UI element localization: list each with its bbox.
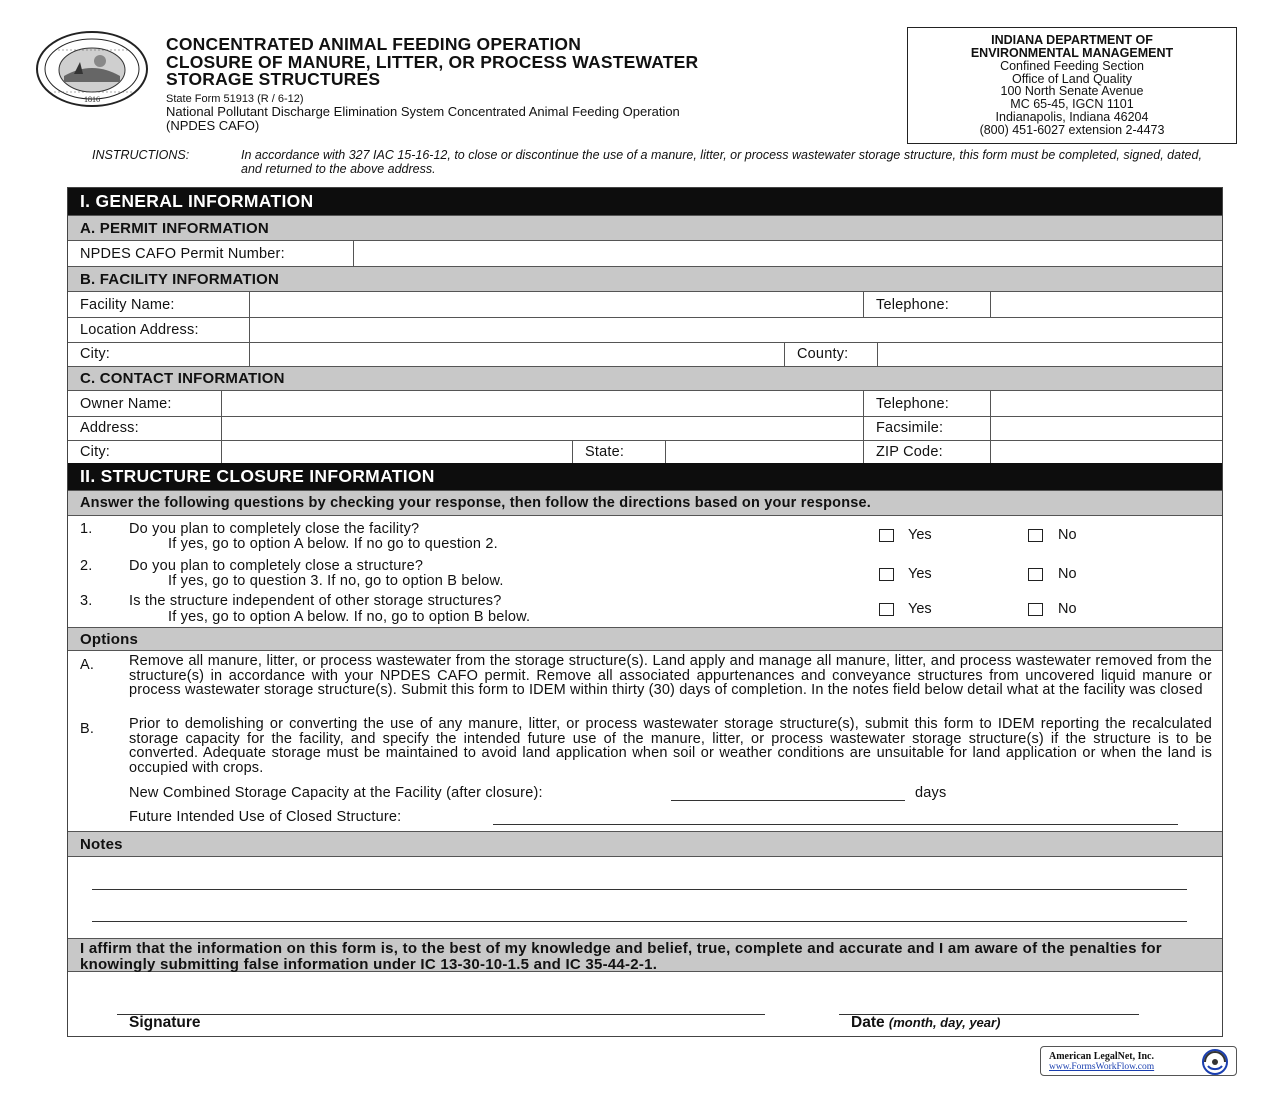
future-use-label: Future Intended Use of Closed Structure: [129,809,402,825]
formsworkflow-globe-icon [1198,1048,1232,1076]
notes-line-2[interactable] [92,921,1187,922]
option-a-letter: A. [80,657,95,673]
form-title-line-1: CONCENTRATED ANIMAL FEEDING OPERATION [166,34,582,54]
facility-name-row [68,292,1222,317]
section-2-header: II. STRUCTURE CLOSURE INFORMATION [68,463,1222,490]
question-1-no-checkbox[interactable] [1028,529,1043,542]
county-label: County: [797,346,849,362]
county-field[interactable] [878,342,1222,366]
facility-info-header: B. FACILITY INFORMATION [68,266,1222,292]
question-3-no-label: No [1058,601,1077,617]
question-3-number: 3. [80,593,93,609]
agency-address-box [907,27,1237,144]
contact-city-label: City: [80,443,110,460]
location-address-row [68,317,1222,342]
location-address-label: Location Address: [80,321,199,338]
agency-phone: (800) 451-6027 extension 2-4473 [979,122,1165,137]
date-label-group [851,1014,1000,1032]
future-use-field[interactable] [493,824,1178,825]
storage-capacity-field[interactable] [671,800,905,801]
agency-address-line: Office of Land Quality [1012,71,1132,86]
date-format-hint: (month, day, year) [888,1015,1001,1030]
notes-header: Notes [68,831,1222,857]
contact-telephone-label: Telephone: [876,395,949,412]
form-title-line-3: STORAGE STRUCTURES [166,69,381,89]
form-title-line-2: CLOSURE OF MANURE, LITTER, OR PROCESS WASTEWATER [166,51,699,72]
facility-telephone-label: Telephone: [876,296,949,313]
contact-address-field[interactable] [222,416,863,440]
question-3-no-checkbox[interactable] [1028,603,1043,616]
signature-line[interactable] [117,1014,765,1015]
subtitle-line-2: (NPDES CAFO) [166,118,260,133]
permit-number-label: NPDES CAFO Permit Number: [80,245,285,262]
zip-code-field[interactable] [991,440,1222,463]
american-legalnet-logo [1040,1046,1237,1076]
agency-name-line-2: ENVIRONMENTAL MANAGEMENT [970,46,1174,60]
facility-name-label: Facility Name: [80,296,175,313]
footer-company: American LegalNet, Inc. [1049,1051,1154,1062]
agency-address-line: Indianapolis, Indiana 46204 [995,109,1149,124]
form-body [67,187,1223,1037]
agency-address-line: Confined Feeding Section [1000,59,1144,73]
contact-telephone-field[interactable] [991,391,1222,416]
agency-name-line-1: INDIANA DEPARTMENT OF [991,33,1153,47]
state-field[interactable] [666,440,863,463]
agency-address-line: MC 65-45, IGCN 1101 [1010,97,1134,112]
subtitle-line-1: National Pollutant Discharge Elimination System Concentrated Animal Feeding Operation [166,103,680,119]
facsimile-field[interactable] [991,416,1222,440]
option-b-letter: B. [80,721,95,737]
contact-address-row [68,416,1222,440]
zip-code-label: ZIP Code: [876,443,943,460]
question-2-no-checkbox[interactable] [1028,568,1043,581]
form-title-block [166,36,886,134]
svg-text:1816: 1816 [84,95,100,104]
form-number: State Form 51913 (R / 6-12) [166,92,304,105]
signature-label: Signature [129,1014,201,1031]
owner-name-field[interactable] [222,391,863,416]
state-label: State: [585,443,625,460]
permit-number-field[interactable] [354,241,1222,266]
question-1-yes-label: Yes [908,527,932,543]
question-2-yes-checkbox[interactable] [879,568,894,581]
question-1-text: Do you plan to completely close the facility? [129,521,420,537]
instructions-label: INSTRUCTIONS: [92,148,190,162]
storage-capacity-unit: days [915,785,947,801]
facsimile-label: Facsimile: [876,420,944,436]
agency-address-line: 100 North Senate Avenue [1000,84,1144,99]
question-2-yes-label: Yes [908,566,932,582]
location-address-field[interactable] [250,317,1222,342]
question-2-number: 2. [80,558,93,574]
facility-telephone-field[interactable] [991,292,1222,317]
facility-city-field[interactable] [250,342,784,366]
facility-city-label: City: [80,346,110,362]
question-2-no-label: No [1058,566,1077,582]
owner-name-label: Owner Name: [80,395,172,412]
contact-city-row [68,440,1222,463]
question-3-yes-checkbox[interactable] [879,603,894,616]
footer-url-link[interactable]: www.FormsWorkFlow.com [1049,1062,1155,1072]
storage-capacity-label: New Combined Storage Capacity at the Facility (after closure): [129,785,543,801]
owner-name-row [68,391,1222,416]
contact-info-header: C. CONTACT INFORMATION [68,366,1222,391]
facility-name-field[interactable] [250,292,863,317]
question-3-yes-label: Yes [908,601,932,617]
options-header: Options [68,627,1222,651]
permit-info-header: A. PERMIT INFORMATION [68,215,1222,241]
option-b-text: Prior to demolishing or converting the use of any manure, litter, or process wastewater storage structure(s), submit this form to IDEM reporting the recalculated storage capacity for the facility, and specify the intended future use of the manure, litter, or process wastewater storage structure(s) if the structure is to be converted. Adequate storage must be maintained to avoid land application when soil or weather conditions are unsuitable for land application or when the land is occupied with crops. [129,716,1212,776]
date-label: Date [851,1014,885,1031]
question-2-text: Do you plan to completely close a structure? [129,558,424,574]
section-2-instruction: Answer the following questions by checking your response, then follow the directions based on your response. [68,490,1222,516]
section-1-header: I. GENERAL INFORMATION [68,188,1222,215]
question-1-no-label: No [1058,527,1077,543]
contact-address-label: Address: [80,420,139,436]
question-2-direction: If yes, go to question 3. If no, go to option B below. [168,573,504,589]
facility-city-row [68,342,1222,366]
question-3-direction: If yes, go to option A below. If no, go to option B below. [168,609,531,625]
question-1-direction: If yes, go to option A below. If no go to question 2. [168,536,498,552]
instructions [92,149,1212,176]
notes-line-1[interactable] [92,889,1187,890]
question-1-number: 1. [80,521,93,537]
instructions-text: In accordance with 327 IAC 15-16-12, to close or discontinue the use of a manure, litter, or process wastewater storage structure, this form must be completed, signed, dated, and returned to the above address. [241,148,1202,176]
state-seal-logo [34,30,152,108]
permit-number-row [68,241,1222,266]
contact-city-field[interactable] [222,440,572,463]
question-1-yes-checkbox[interactable] [879,529,894,542]
option-a-text: Remove all manure, litter, or process wastewater from the storage structure(s). Land apply and manage all manure, litter, and process wastewater removed from the structure(s) in accordance with your NPDES CAFO permit. Remove all associated appurtenances and conveyance structures from uncovered liquid manure or process wastewater storage structure(s). Submit this form to IDEM within thirty (30) days of completion. In the notes field below detail what at the facility was closed [129,653,1212,698]
affirmation-statement: I affirm that the information on this form is, to the best of my knowledge and belief, true, complete and accurate and I am aware of the penalties for knowingly submitting false information under IC 13-30-10-1.5 and IC 35-44-2-1. [68,938,1222,972]
question-3-text: Is the structure independent of other storage structures? [129,593,502,609]
